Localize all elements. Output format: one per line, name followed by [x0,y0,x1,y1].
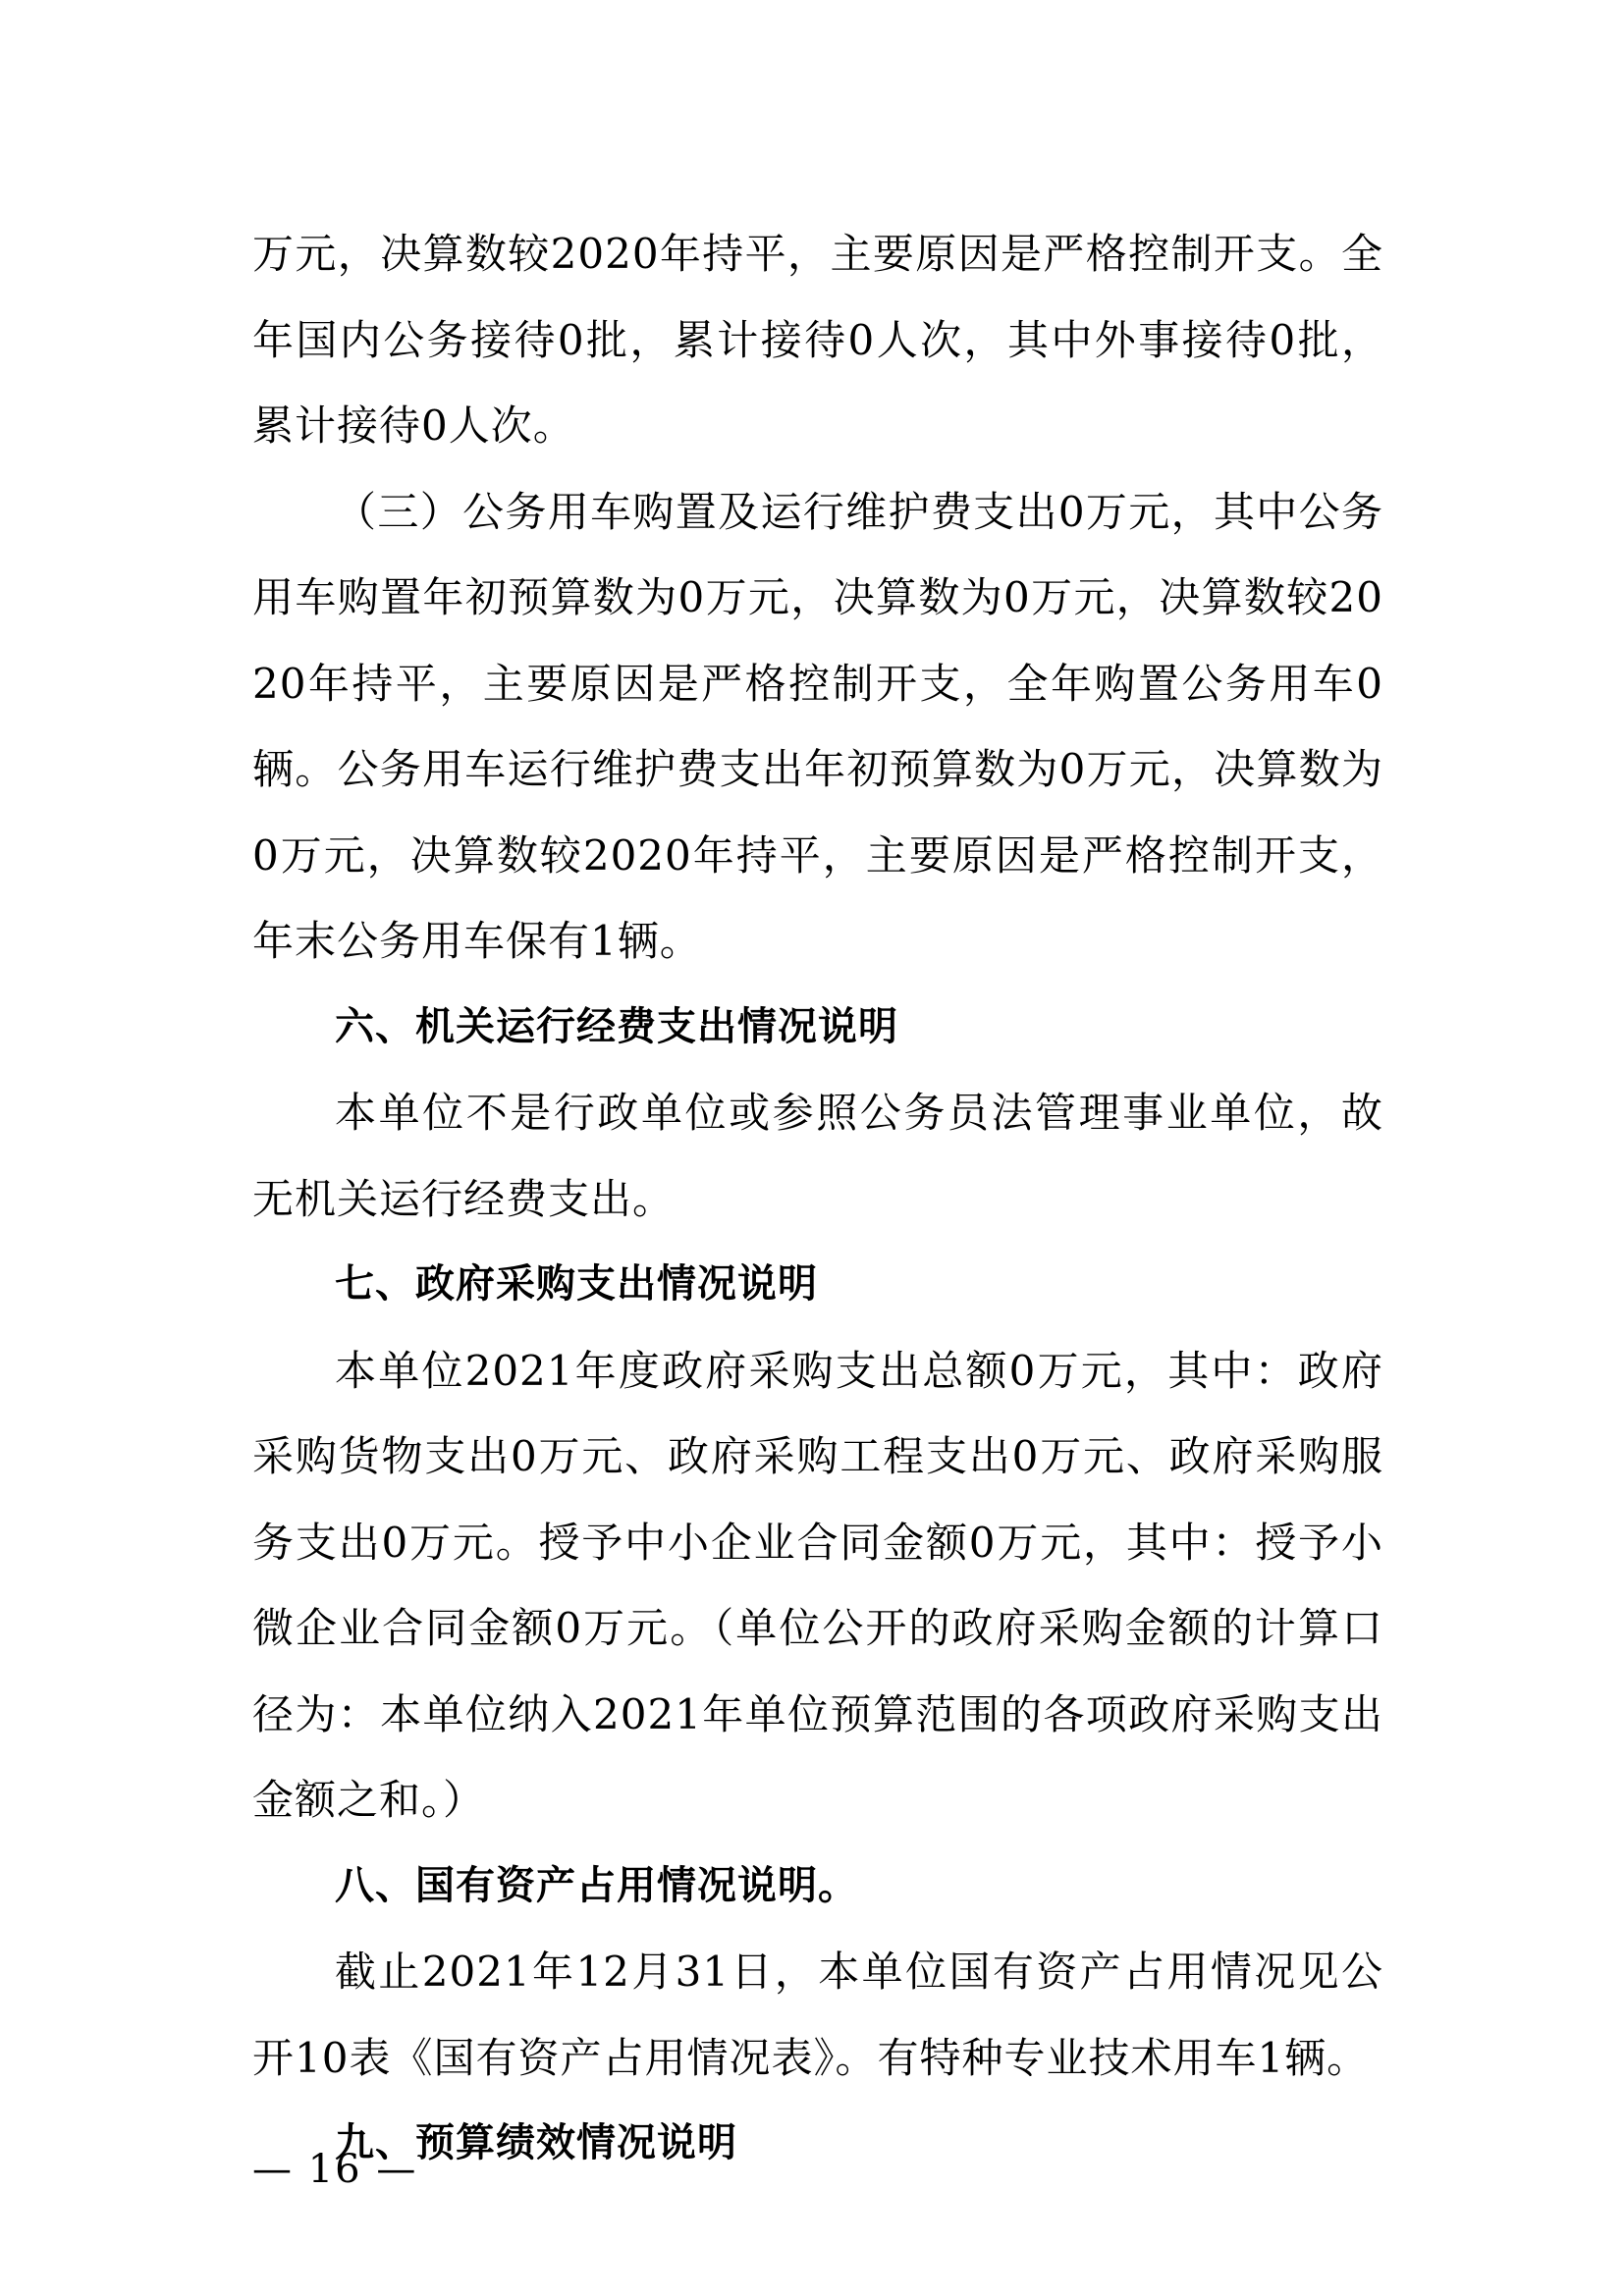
paragraph-reception-summary: 万元，决算数较2020年持平，主要原因是严格控制开支。全年国内公务接待0批，累计接待0人次，其中外事接待0批，累计接待0人次。 [252,230,1383,450]
paragraph-procurement: 本单位2021年度政府采购支出总额0万元，其中：政府采购货物支出0万元、政府采购工程支出0万元、政府采购服务支出0万元。授予中小企业合同金额0万元，其中：授予小微企业合同金额0万元。（单位公开的政府采购金额的计算口径为：本单位纳入2021年单位预算范围的各项政府采购支出金额之和。） [252,1346,1383,1824]
heading-section-6: 六、机关运行经费支出情况说明 [335,1003,898,1049]
heading-section-9: 九、预算绩效情况说明 [335,2120,737,2165]
paragraph-state-assets: 截止2021年12月31日，本单位国有资产占用情况见公开10表《国有资产占用情况表》。有特种专业技术用车1辆。 [252,1948,1383,2082]
paragraph-vehicle-expenses: （三）公务用车购置及运行维护费支出0万元，其中公务用车购置年初预算数为0万元，决算数为0万元，决算数较2020年持平，主要原因是严格控制开支，全年购置公务用车0辆。公务用车运行维护费支出年初预算数为0万元，决算数为0万元，决算数较2020年持平，主要原因是严格控制开支，年末公务用车保有1辆。 [252,487,1383,965]
paragraph-operating-expenses: 本单位不是行政单位或参照公务员法管理事业单位，故无机关运行经费支出。 [252,1089,1383,1223]
heading-section-8: 八、国有资产占用情况说明。 [335,1862,858,1908]
document-body [252,211,1383,2187]
page-number: — 16 — [252,2147,418,2192]
heading-section-7: 七、政府采购支出情况说明 [335,1261,818,1307]
